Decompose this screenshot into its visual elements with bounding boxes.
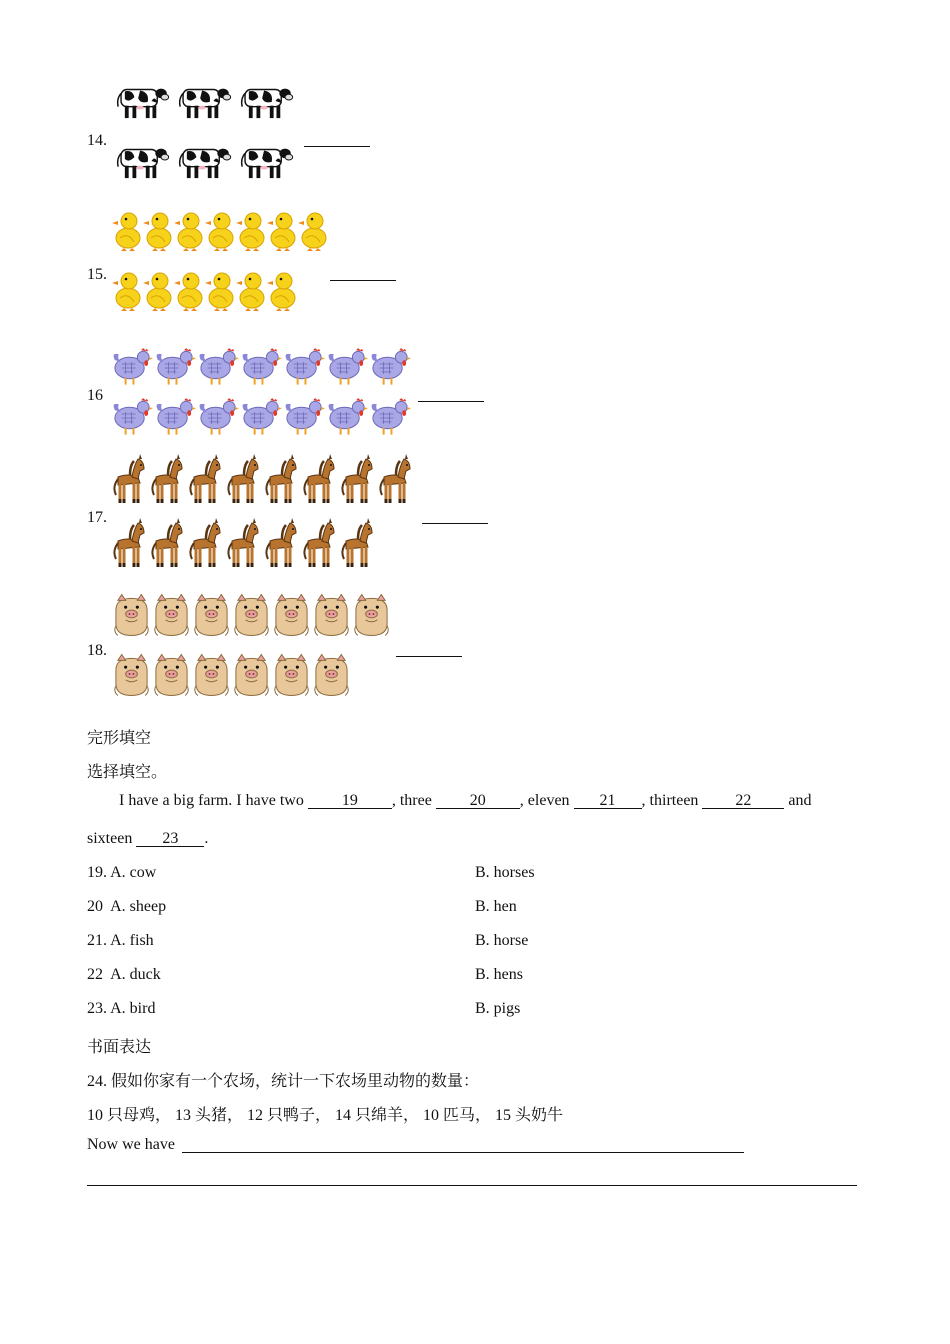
duck-icon xyxy=(143,268,173,312)
duck-icon xyxy=(174,208,204,252)
pig-icon xyxy=(312,650,351,698)
duck-icon xyxy=(267,208,297,252)
cow-icon xyxy=(112,140,172,180)
passage-text: I have a big farm. I have two xyxy=(119,792,304,809)
section-heading-cloze: 完形填空 xyxy=(87,730,152,747)
duck-icon xyxy=(205,208,235,252)
section-heading-writing: 书面表达 xyxy=(87,1039,152,1056)
horse-icon xyxy=(340,516,376,570)
hen-icon xyxy=(368,344,411,388)
option-20-a[interactable]: 20 A. sheep xyxy=(87,898,167,915)
answer-blank-16[interactable] xyxy=(418,401,484,402)
horse-icon xyxy=(188,452,224,506)
horse-icon xyxy=(226,452,262,506)
horse-icon xyxy=(378,452,414,506)
duck-icon xyxy=(112,268,142,312)
horse-row-1 xyxy=(112,452,414,506)
duck-icon xyxy=(174,268,204,312)
hen-icon xyxy=(153,344,196,388)
hen-row-1 xyxy=(110,344,411,388)
horse-icon xyxy=(264,516,300,570)
horse-icon xyxy=(302,516,338,570)
cow-row-2 xyxy=(112,140,296,180)
pig-icon xyxy=(192,650,231,698)
horse-row-2 xyxy=(112,516,376,570)
option-21-a[interactable]: 21. A. fish xyxy=(87,932,154,949)
passage-text: , eleven xyxy=(519,792,570,809)
horse-icon xyxy=(226,516,262,570)
cow-icon xyxy=(236,140,296,180)
hen-icon xyxy=(368,394,411,438)
option-19-a[interactable]: 19. A. cow xyxy=(87,864,157,881)
option-23-a[interactable]: 23. A. bird xyxy=(87,1000,156,1017)
pig-icon xyxy=(312,590,351,638)
option-22-b[interactable]: B. hens xyxy=(475,966,523,983)
horse-icon xyxy=(188,516,224,570)
question-18-number: 18. xyxy=(87,642,107,659)
hen-icon xyxy=(325,394,368,438)
cow-icon xyxy=(174,80,234,120)
passage-text: sixteen xyxy=(87,830,133,847)
hen-icon xyxy=(196,394,239,438)
now-we-have-label: Now we have xyxy=(87,1136,175,1153)
answer-blank-15[interactable] xyxy=(330,280,396,281)
cow-row-1 xyxy=(112,80,296,120)
passage-text: and xyxy=(788,792,812,809)
blank-19[interactable]: 19 xyxy=(308,793,392,809)
answer-blank-14[interactable] xyxy=(304,146,370,147)
hen-row-2 xyxy=(110,394,411,438)
writing-line-2[interactable] xyxy=(87,1185,857,1186)
horse-icon xyxy=(150,452,186,506)
answer-blank-17[interactable] xyxy=(422,523,488,524)
duck-icon xyxy=(236,268,266,312)
pig-icon xyxy=(152,650,191,698)
question-24-list: 10 只母鸡， 13 头猪， 12 只鸭子， 14 只绵羊， 10 匹马， 15 头奶牛 xyxy=(87,1107,564,1124)
hen-icon xyxy=(153,394,196,438)
horse-icon xyxy=(302,452,338,506)
pig-icon xyxy=(232,650,271,698)
duck-row-2 xyxy=(112,268,297,312)
passage-text: , three xyxy=(391,792,432,809)
passage-text: , thirteen xyxy=(641,792,699,809)
option-19-b[interactable]: B. horses xyxy=(475,864,535,881)
option-22-a[interactable]: 22 A. duck xyxy=(87,966,161,983)
question-16-number: 16 xyxy=(87,387,103,404)
answer-blank-18[interactable] xyxy=(396,656,462,657)
duck-icon xyxy=(267,268,297,312)
blank-20[interactable]: 20 xyxy=(436,793,520,809)
duck-icon xyxy=(298,208,328,252)
hen-icon xyxy=(110,344,153,388)
cow-icon xyxy=(112,80,172,120)
option-23-b[interactable]: B. pigs xyxy=(475,1000,521,1017)
horse-icon xyxy=(340,452,376,506)
horse-icon xyxy=(264,452,300,506)
writing-line-1[interactable] xyxy=(182,1152,744,1153)
duck-icon xyxy=(205,268,235,312)
pig-icon xyxy=(112,590,151,638)
duck-icon xyxy=(143,208,173,252)
pig-icon xyxy=(192,590,231,638)
cow-icon xyxy=(236,80,296,120)
pig-icon xyxy=(112,650,151,698)
hen-icon xyxy=(282,394,325,438)
passage-text: . xyxy=(204,830,209,847)
horse-icon xyxy=(150,516,186,570)
pig-row-2 xyxy=(112,650,351,698)
pig-row-1 xyxy=(112,590,391,638)
passage-line-2 xyxy=(87,830,208,848)
horse-icon xyxy=(112,516,148,570)
option-21-b[interactable]: B. horse xyxy=(475,932,529,949)
pig-icon xyxy=(272,650,311,698)
blank-23[interactable]: 23 xyxy=(136,831,204,847)
hen-icon xyxy=(325,344,368,388)
horse-icon xyxy=(112,452,148,506)
hen-icon xyxy=(239,344,282,388)
duck-icon xyxy=(236,208,266,252)
blank-21[interactable]: 21 xyxy=(574,793,642,809)
question-15-number: 15. xyxy=(87,266,107,283)
pig-icon xyxy=(152,590,191,638)
cow-icon xyxy=(174,140,234,180)
pig-icon xyxy=(352,590,391,638)
passage-line-1 xyxy=(119,792,812,810)
blank-22[interactable]: 22 xyxy=(702,793,784,809)
pig-icon xyxy=(272,590,311,638)
hen-icon xyxy=(282,344,325,388)
hen-icon xyxy=(239,394,282,438)
question-24-prompt: 24. 假如你家有一个农场，统计一下农场里动物的数量： xyxy=(87,1073,480,1090)
question-17-number: 17. xyxy=(87,509,107,526)
option-20-b[interactable]: B. hen xyxy=(475,898,517,915)
duck-row-1 xyxy=(112,208,328,252)
duck-icon xyxy=(112,208,142,252)
hen-icon xyxy=(110,394,153,438)
instruction: 选择填空。 xyxy=(87,764,168,781)
question-14-number: 14. xyxy=(87,132,107,149)
hen-icon xyxy=(196,344,239,388)
pig-icon xyxy=(232,590,271,638)
